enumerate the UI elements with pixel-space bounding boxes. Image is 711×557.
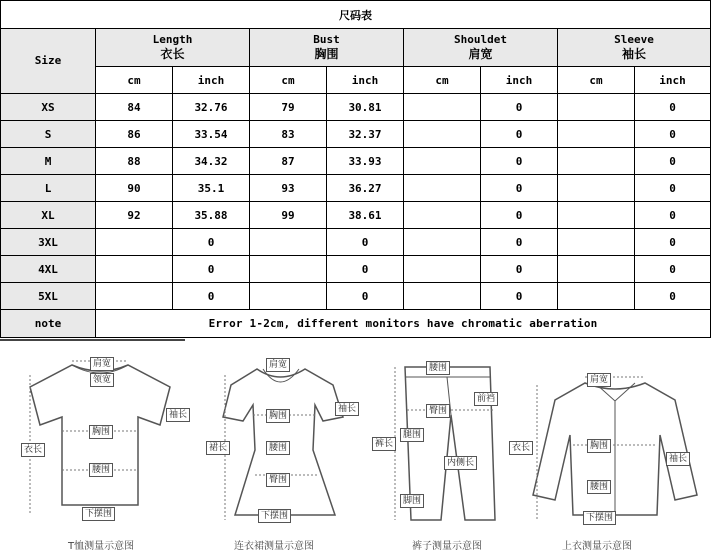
pants-thigh-label: 腿围 — [400, 428, 424, 442]
dress-hem-label: 下摆围 — [258, 509, 291, 523]
tshirt-shoulder-label: 肩宽 — [90, 357, 114, 371]
unit-inch: inch — [481, 67, 558, 94]
cell-sleeve-inch: 0 — [635, 94, 711, 121]
cell-length-cm: 88 — [96, 148, 173, 175]
cell-sleeve-inch: 0 — [635, 175, 711, 202]
cell-length-inch: 0 — [173, 283, 250, 310]
dress-shoulder-label: 肩宽 — [266, 358, 290, 372]
tshirt-waist-label: 腰围 — [89, 463, 113, 477]
dress-length-label: 裙长 — [206, 441, 230, 455]
sleeve-header: Sleeve 袖长 — [558, 29, 711, 67]
cell-length-inch: 0 — [173, 256, 250, 283]
cell-bust-inch: 0 — [327, 283, 404, 310]
tshirt-hem-label: 下摆围 — [82, 507, 115, 521]
shirt-sketch — [525, 355, 705, 530]
chart-title: 尺码表 — [1, 1, 711, 29]
unit-cm: cm — [404, 67, 481, 94]
cell-sleeve-cm — [558, 256, 635, 283]
cell-sleeve-cm — [558, 94, 635, 121]
pants-length-label: 裤长 — [372, 437, 396, 451]
cell-sleeve-inch: 0 — [635, 148, 711, 175]
cell-shoulder-inch: 0 — [481, 229, 558, 256]
bust-header: Bust 胸围 — [250, 29, 404, 67]
cell-shoulder-cm — [404, 256, 481, 283]
size-label: 3XL — [1, 229, 96, 256]
cell-length-cm: 92 — [96, 202, 173, 229]
cell-shoulder-cm — [404, 94, 481, 121]
cell-bust-cm: 83 — [250, 121, 327, 148]
cell-length-cm — [96, 229, 173, 256]
unit-cm: cm — [558, 67, 635, 94]
tshirt-chest-label: 胸围 — [89, 425, 113, 439]
size-label: L — [1, 175, 96, 202]
unit-cm: cm — [250, 67, 327, 94]
dress-chest-label: 胸围 — [266, 409, 290, 423]
pants-hip-label: 臀围 — [426, 404, 450, 418]
unit-inch: inch — [173, 67, 250, 94]
cell-bust-inch: 30.81 — [327, 94, 404, 121]
unit-inch: inch — [635, 67, 711, 94]
dress-hip-label: 臀围 — [266, 473, 290, 487]
tshirt-collar-label: 领宽 — [90, 373, 114, 387]
note-label: note — [1, 310, 96, 338]
cell-length-cm — [96, 283, 173, 310]
cell-shoulder-cm — [404, 202, 481, 229]
cell-sleeve-cm — [558, 229, 635, 256]
shirt-shoulder-label: 肩宽 — [587, 373, 611, 387]
pants-front-rise-label: 前裆 — [474, 392, 498, 406]
cell-length-inch: 35.88 — [173, 202, 250, 229]
cell-sleeve-cm — [558, 283, 635, 310]
tshirt-length-label: 衣长 — [21, 443, 45, 457]
cell-bust-inch: 33.93 — [327, 148, 404, 175]
cell-bust-cm — [250, 229, 327, 256]
cell-shoulder-inch: 0 — [481, 202, 558, 229]
table-row — [1, 148, 711, 175]
dress-sketch — [205, 355, 365, 525]
length-header: Length 衣长 — [96, 29, 250, 67]
cell-bust-cm: 87 — [250, 148, 327, 175]
cell-shoulder-cm — [404, 121, 481, 148]
pants-caption: 裤子测量示意图 — [412, 541, 482, 552]
cell-shoulder-inch: 0 — [481, 283, 558, 310]
cell-sleeve-inch: 0 — [635, 121, 711, 148]
cell-shoulder-cm — [404, 148, 481, 175]
cell-sleeve-inch: 0 — [635, 283, 711, 310]
cell-bust-inch: 36.27 — [327, 175, 404, 202]
shoulder-header: Shouldet 肩宽 — [404, 29, 558, 67]
cell-shoulder-inch: 0 — [481, 121, 558, 148]
shirt-chest-label: 胸围 — [587, 439, 611, 453]
cell-bust-inch: 38.61 — [327, 202, 404, 229]
size-label: M — [1, 148, 96, 175]
cell-bust-cm: 79 — [250, 94, 327, 121]
cell-shoulder-inch: 0 — [481, 148, 558, 175]
shirt-sleeve-label: 袖长 — [666, 452, 690, 466]
cell-bust-cm — [250, 256, 327, 283]
cell-sleeve-cm — [558, 148, 635, 175]
pants-waist-label: 腰围 — [426, 361, 450, 375]
cell-sleeve-inch: 0 — [635, 229, 711, 256]
cell-shoulder-cm — [404, 283, 481, 310]
cell-shoulder-inch: 0 — [481, 175, 558, 202]
dress-caption: 连衣裙测量示意图 — [234, 541, 314, 552]
cell-sleeve-inch: 0 — [635, 256, 711, 283]
cell-shoulder-cm — [404, 175, 481, 202]
table-row — [1, 94, 711, 121]
cell-length-inch: 35.1 — [173, 175, 250, 202]
cell-length-inch: 0 — [173, 229, 250, 256]
cell-sleeve-inch: 0 — [635, 202, 711, 229]
cell-bust-inch: 0 — [327, 256, 404, 283]
divider-line — [0, 339, 185, 341]
cell-sleeve-cm — [558, 121, 635, 148]
cell-shoulder-inch: 0 — [481, 256, 558, 283]
tshirt-sleeve-label: 袖长 — [166, 408, 190, 422]
table-row — [1, 229, 711, 256]
cell-bust-inch: 32.37 — [327, 121, 404, 148]
dress-sleeve-label: 袖长 — [335, 402, 359, 416]
cell-length-cm: 90 — [96, 175, 173, 202]
tshirt-caption: T恤测量示意图 — [68, 541, 135, 552]
table-row — [1, 175, 711, 202]
size-label: 4XL — [1, 256, 96, 283]
shirt-waist-label: 腰围 — [587, 480, 611, 494]
cell-bust-inch: 0 — [327, 229, 404, 256]
unit-inch: inch — [327, 67, 404, 94]
cell-shoulder-cm — [404, 229, 481, 256]
cell-length-inch: 32.76 — [173, 94, 250, 121]
cell-length-cm: 86 — [96, 121, 173, 148]
cell-bust-cm: 93 — [250, 175, 327, 202]
note-text: Error 1-2cm, different monitors have chromatic aberration — [96, 310, 711, 338]
size-label: S — [1, 121, 96, 148]
unit-cm: cm — [96, 67, 173, 94]
size-label: 5XL — [1, 283, 96, 310]
size-header: Size — [1, 29, 96, 94]
cell-bust-cm: 99 — [250, 202, 327, 229]
table-row — [1, 256, 711, 283]
cell-length-inch: 33.54 — [173, 121, 250, 148]
shirt-hem-label: 下摆围 — [583, 511, 616, 525]
cell-bust-cm — [250, 283, 327, 310]
cell-length-cm: 84 — [96, 94, 173, 121]
pants-inseam-label: 内侧长 — [444, 456, 477, 470]
size-label: XL — [1, 202, 96, 229]
cell-shoulder-inch: 0 — [481, 94, 558, 121]
dress-waist-label: 腰围 — [266, 441, 290, 455]
cell-length-inch: 34.32 — [173, 148, 250, 175]
table-row — [1, 202, 711, 229]
table-row — [1, 283, 711, 310]
pants-leg-opening-label: 脚围 — [400, 494, 424, 508]
cell-sleeve-cm — [558, 202, 635, 229]
cell-sleeve-cm — [558, 175, 635, 202]
shirt-length-label: 衣长 — [509, 441, 533, 455]
cell-length-cm — [96, 256, 173, 283]
size-label: XS — [1, 94, 96, 121]
shirt-caption: 上衣测量示意图 — [562, 541, 632, 552]
table-row — [1, 121, 711, 148]
